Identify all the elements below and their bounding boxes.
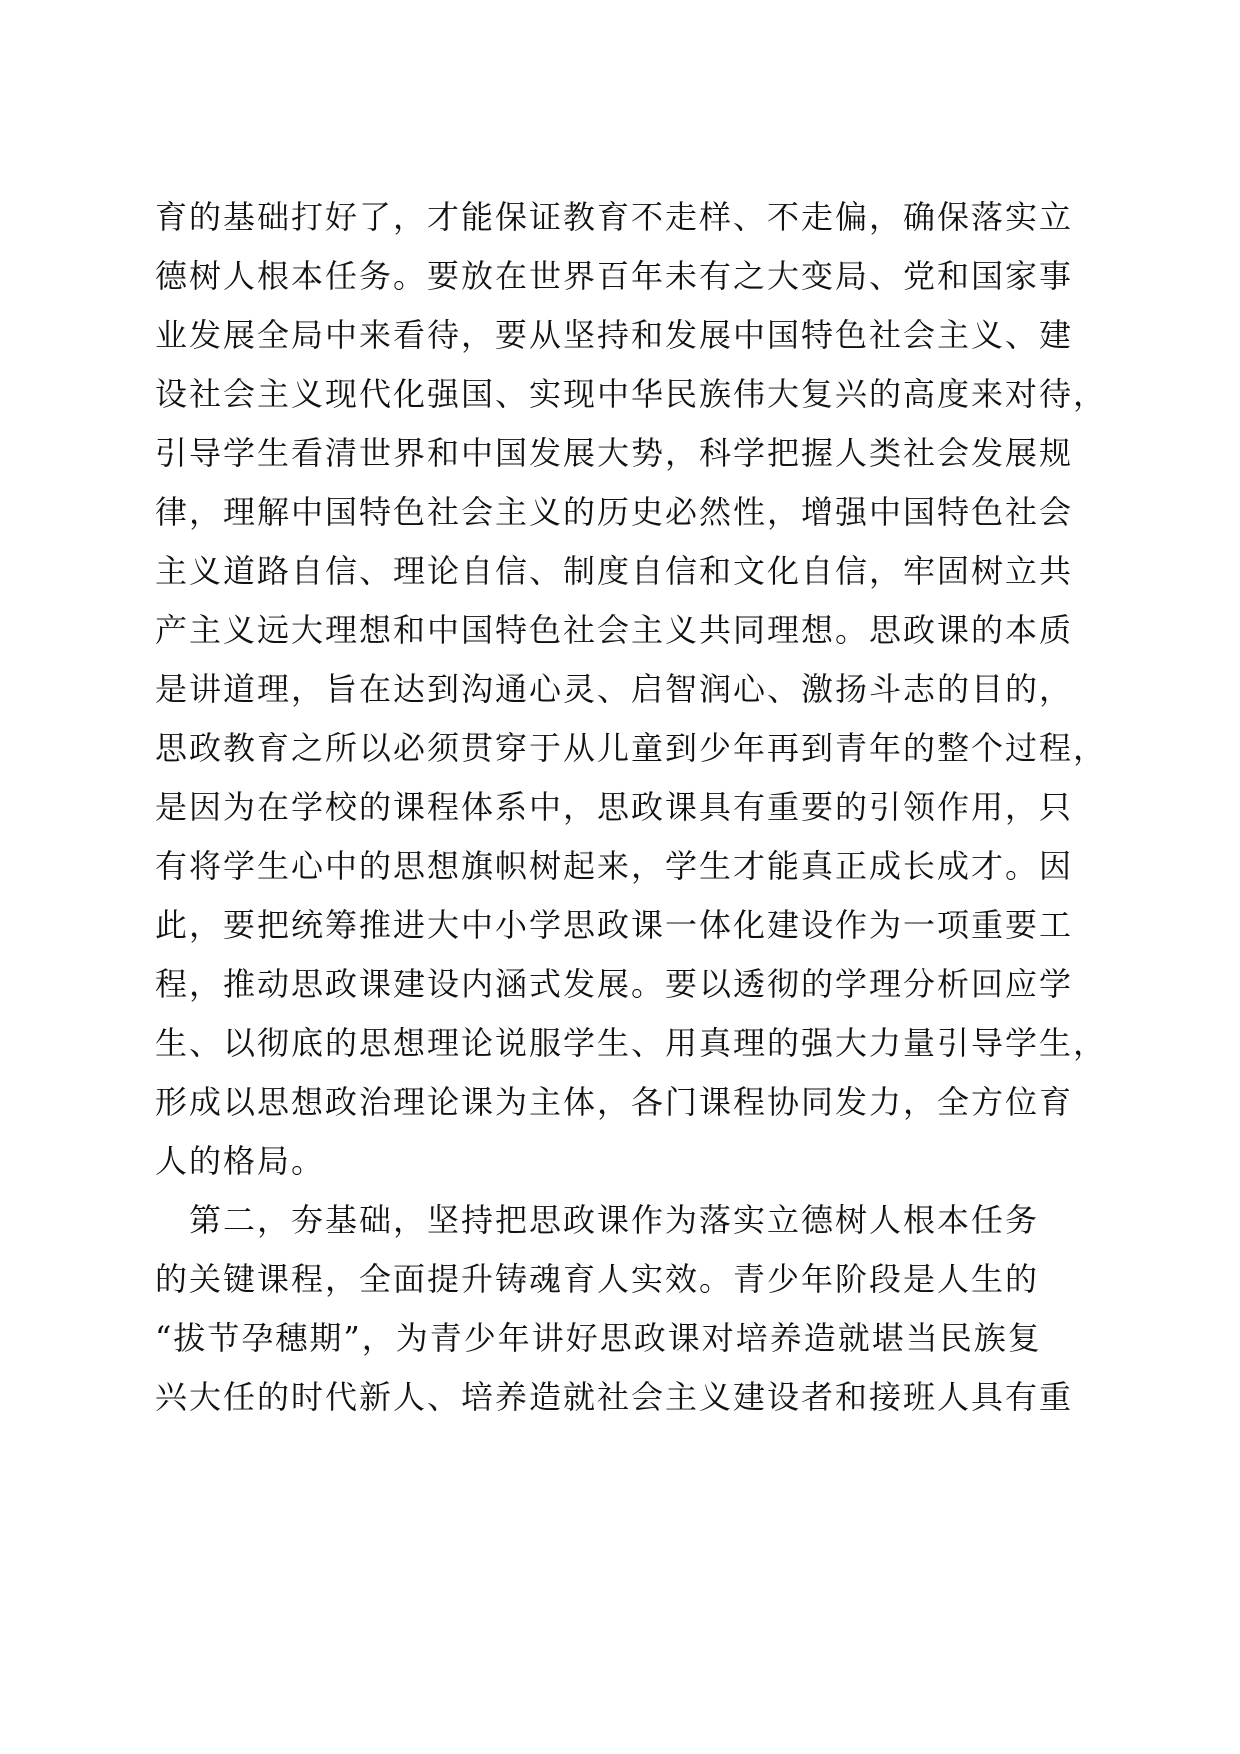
text-line: 此，要把统筹推进大中小学思政课一体化建设作为一项重要工 <box>155 906 1074 944</box>
text-line: 德树人根本任务。要放在世界百年未有之大变局、党和国家事 <box>155 257 1074 295</box>
text-line: 人的格局。 <box>155 1142 326 1180</box>
text-line: 第二，夯基础，坚持把思政课作为落实立德树人根本任务 <box>155 1201 1040 1239</box>
text-line: 兴大任的时代新人、培养造就社会主义建设者和接班人具有重 <box>155 1378 1074 1416</box>
paragraph-2 <box>155 1191 1085 1427</box>
text-line: 主义道路自信、理论自信、制度自信和文化自信，牢固树立共 <box>155 552 1074 590</box>
body-text <box>155 188 1108 1427</box>
text-line: 引导学生看清世界和中国发展大势，科学把握人类社会发展规 <box>155 434 1074 472</box>
text-line: “拔节孕穗期”，为青少年讲好思政课对培养造就堪当民族复 <box>155 1319 1042 1357</box>
text-line: 是讲道理，旨在达到沟通心灵、启智润心、激扬斗志的目的， <box>155 670 1074 708</box>
text-line: 生、以彻底的思想理论说服学生、用真理的强大力量引导学生， <box>155 1024 1108 1062</box>
text-line: 设社会主义现代化强国、实现中华民族伟大复兴的高度来对待， <box>155 375 1108 413</box>
text-line: 是因为在学校的课程体系中，思政课具有重要的引领作用，只 <box>155 788 1074 826</box>
text-line: 思政教育之所以必须贯穿于从儿童到少年再到青年的整个过程， <box>155 729 1108 767</box>
text-line: 产主义远大理想和中国特色社会主义共同理想。思政课的本质 <box>155 611 1074 649</box>
paragraph-1 <box>155 188 1108 1191</box>
text-line: 形成以思想政治理论课为主体，各门课程协同发力，全方位育 <box>155 1083 1074 1121</box>
text-line: 有将学生心中的思想旗帜树起来，学生才能真正成长成才。因 <box>155 847 1074 885</box>
text-line: 的关键课程，全面提升铸魂育人实效。青少年阶段是人生的 <box>155 1260 1040 1298</box>
text-line: 业发展全局中来看待，要从坚持和发展中国特色社会主义、建 <box>155 316 1074 354</box>
text-line: 律，理解中国特色社会主义的历史必然性，增强中国特色社会 <box>155 493 1074 531</box>
text-line: 育的基础打好了，才能保证教育不走样、不走偏，确保落实立 <box>155 198 1074 236</box>
text-line: 程，推动思政课建设内涵式发展。要以透彻的学理分析回应学 <box>155 965 1074 1003</box>
